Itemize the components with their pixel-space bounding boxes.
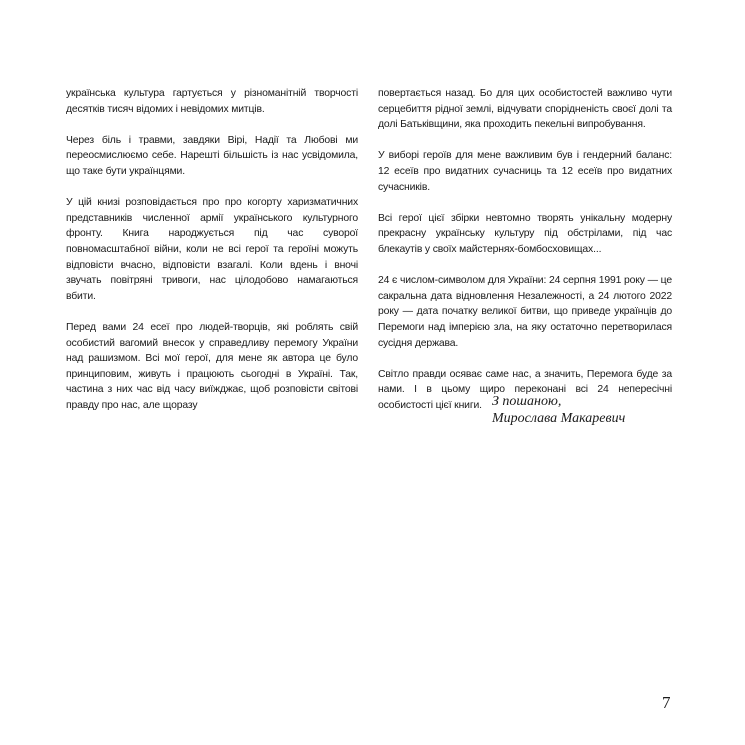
paragraph: У цій книзі розповідається про про когорту харизматичних представників численної армії українського культурного фронту. Книга народжується під час суворої повномасштабної війни, коли не всі герої та героїні можуть відповісти вчасно, відповісти взагалі. Коли вдень і вночі звучать повітряні тривоги, нас цілодобово намагаються вбити.	[66, 197, 358, 302]
page-number: 7	[662, 693, 671, 712]
paragraph: Світло правди осяває саме нас, а значить, Перемога буде за нами. І в цьому щиро переконані всі 24 непересічні особистості цієї книги.	[378, 368, 672, 411]
paragraph: Всі герої цієї збірки невтомно творять унікальну модерну прекрасну українську культуру під обстрілами, під час блекаутів у своїх майстернях-бомбосховищах...	[378, 212, 672, 255]
paragraph: Через біль і травми, завдяки Вірі, Надії та Любові ми переосмислюємо себе. Нарешті більшість із нас усвідомила, що таке бути українцями.	[66, 134, 358, 177]
paragraph: повертається назад. Бо для цих особистостей важливо чути серцебиття рідної землі, відчувати спорідненість своєї долі та долі Батьківщини, яка проходить пекельні випробування.	[378, 88, 672, 131]
left-text-column	[66, 86, 358, 429]
signature-author-name: Мирослава Макаревич	[492, 411, 626, 426]
right-text-column	[378, 86, 672, 429]
paragraph: 24 є числом-символом для України: 24 серпня 1991 року — це сакральна дата відновлення Незалежності, а 24 лютого 2022 року — дата початку великої битви, що приведе українців до Перемоги над імперією зла, на яку остаточно перетворилася сусідня держава.	[378, 275, 672, 349]
author-signature	[492, 393, 625, 427]
paragraph: У виборі героїв для мене важливим був і гендерний баланс: 12 есеїв про видатних сучасниць та 12 есеїв про видатних сучасників.	[378, 150, 672, 193]
paragraph: Перед вами 24 есеї про людей-творців, які роблять свій особистий вагомий внесок у справедливу перемогу України над рашизмом. Всі мої герої, для мене як автора це було принциповим, живуть і працюють сьогодні в Україні. Так, частина з них час від часу виїжджає, щоб розповісти світові правду про нас, але щоразу	[66, 321, 358, 411]
signature-greeting: З пошаною,	[492, 394, 562, 409]
paragraph: українська культура гартується у різноманітній творчості десятків тисяч відомих і невідомих митців.	[66, 88, 358, 115]
